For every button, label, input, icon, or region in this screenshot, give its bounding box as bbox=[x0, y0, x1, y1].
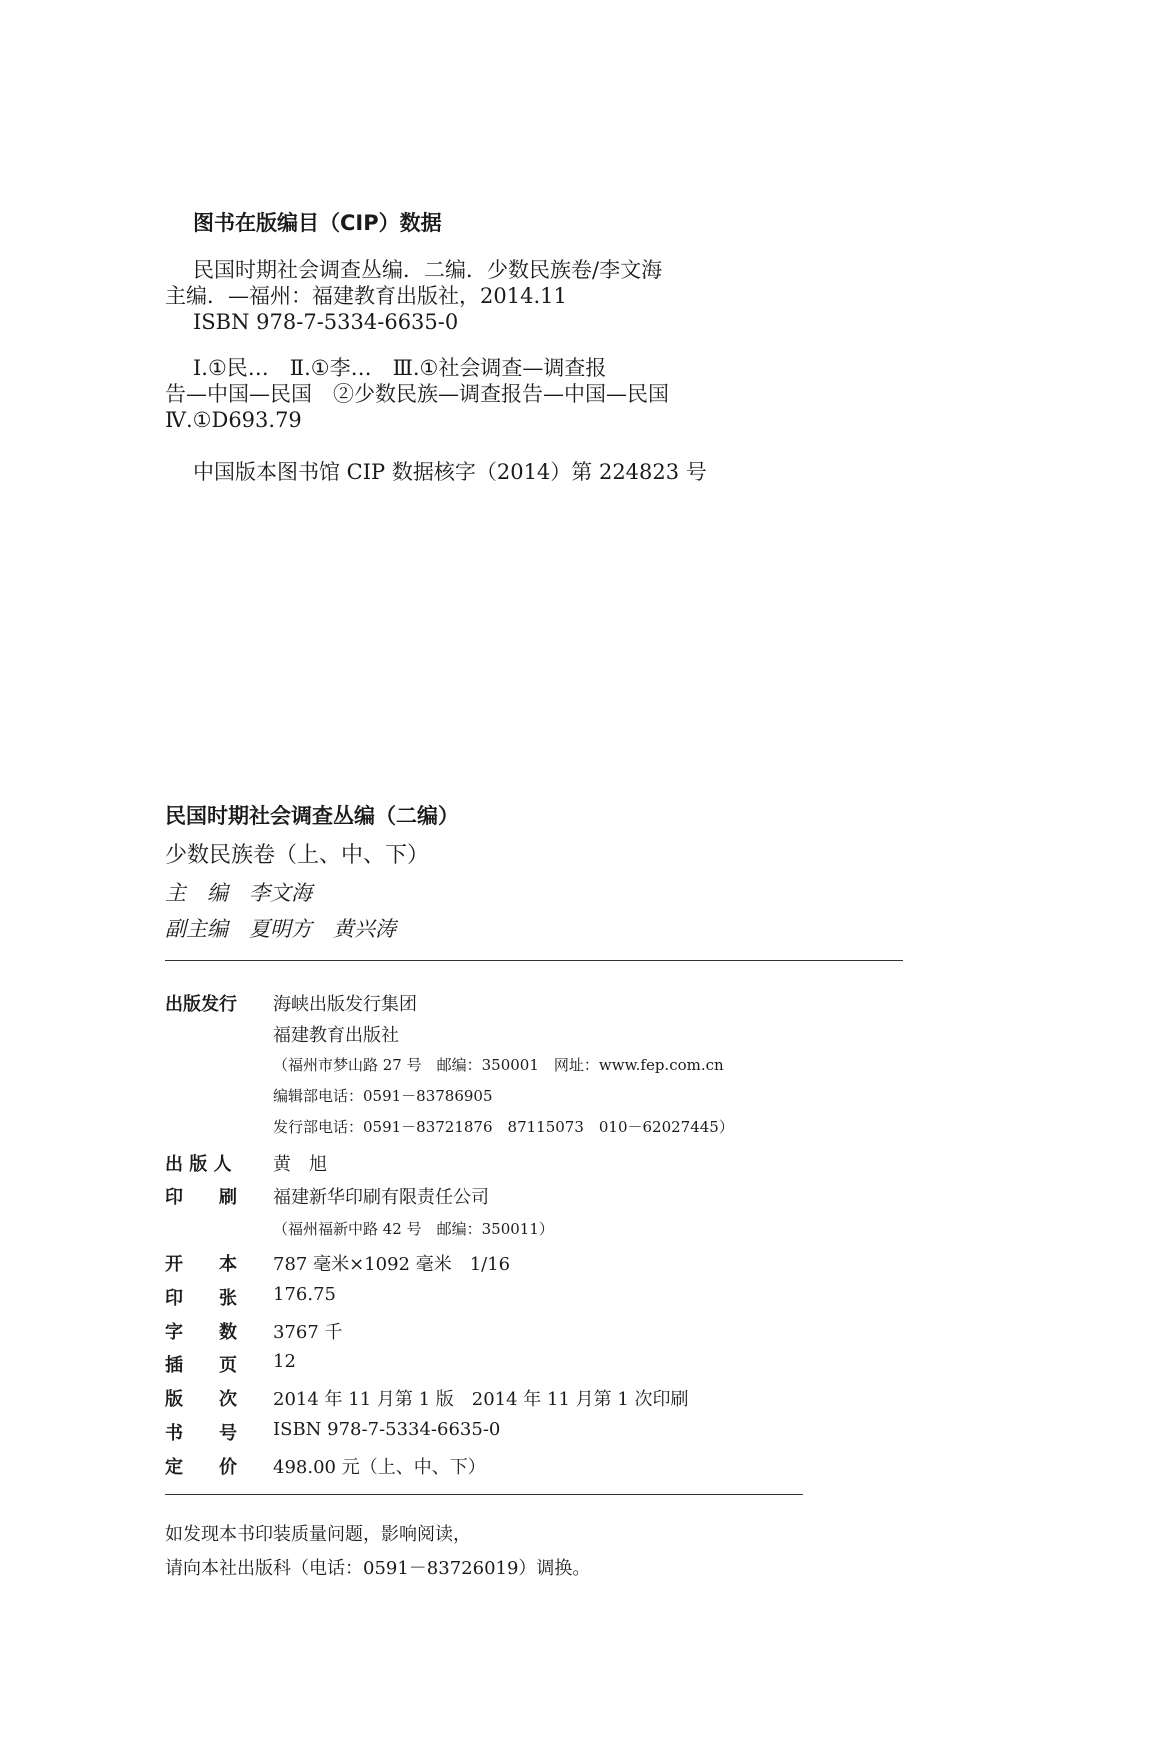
format-label: 开 本 bbox=[165, 1254, 237, 1275]
distribution-phone: 发行部电话：0591－83721876 87115073 010－62027445） bbox=[273, 1118, 734, 1136]
divider-top bbox=[165, 960, 903, 961]
words: 3767 千 bbox=[273, 1322, 343, 1343]
editor-line: 主 编 李文海 bbox=[165, 881, 312, 905]
words-label: 字 数 bbox=[165, 1322, 237, 1343]
edition: 2014 年 11 月第 1 版 2014 年 11 月第 1 次印刷 bbox=[273, 1389, 689, 1410]
divider-bottom bbox=[165, 1494, 803, 1495]
price-label: 定 价 bbox=[165, 1457, 237, 1478]
publisher-person-label: 出 版 人 bbox=[165, 1154, 232, 1175]
format: 787 毫米×1092 毫米 1/16 bbox=[273, 1254, 511, 1275]
book-title: 民国时期社会调查丛编（二编） bbox=[165, 804, 459, 828]
cip-class-2: 告—中国—民国 ②少数民族—调查报告—中国—民国 bbox=[165, 382, 669, 406]
printer-label: 印 刷 bbox=[165, 1187, 237, 1208]
cip-class-3: Ⅳ.①D693.79 bbox=[165, 408, 302, 432]
book-volume: 少数民族卷（上、中、下） bbox=[165, 843, 430, 868]
deputy-editor-line: 副主编 夏明方 黄兴涛 bbox=[165, 917, 396, 941]
plates: 12 bbox=[273, 1351, 296, 1372]
cip-isbn: ISBN 978-7-5334-6635-0 bbox=[193, 310, 459, 334]
isbn-label: 书 号 bbox=[165, 1423, 237, 1444]
sheets-label: 印 张 bbox=[165, 1288, 237, 1309]
isbn: ISBN 978-7-5334-6635-0 bbox=[273, 1419, 501, 1440]
sheets: 176.75 bbox=[273, 1284, 336, 1305]
price: 498.00 元（上、中、下） bbox=[273, 1457, 486, 1478]
cip-line-2: 主编．—福州：福建教育出版社，2014.11 bbox=[165, 284, 567, 308]
publisher-address: （福州市梦山路 27 号 邮编：350001 网址：www.fep.com.cn bbox=[273, 1056, 724, 1074]
publisher-label: 出版发行 bbox=[165, 994, 237, 1015]
publisher-person: 黄 旭 bbox=[273, 1154, 327, 1175]
cip-number: 中国版本图书馆 CIP 数据核字（2014）第 224823 号 bbox=[193, 460, 707, 484]
plates-label: 插 页 bbox=[165, 1355, 237, 1376]
footer-line-2: 请向本社出版科（电话：0591－83726019）调换。 bbox=[165, 1558, 591, 1579]
printer-address: （福州福新中路 42 号 邮编：350011） bbox=[273, 1220, 554, 1238]
cip-class-1: Ⅰ.①民… Ⅱ.①李… Ⅲ.①社会调查—调查报 bbox=[193, 356, 607, 380]
printer: 福建新华印刷有限责任公司 bbox=[273, 1187, 489, 1208]
cip-title: 图书在版编目（CIP）数据 bbox=[193, 211, 442, 235]
cip-line-1: 民国时期社会调查丛编．二编．少数民族卷/李文海 bbox=[193, 258, 663, 282]
publisher-name: 福建教育出版社 bbox=[273, 1025, 399, 1046]
editorial-phone: 编辑部电话：0591－83786905 bbox=[273, 1087, 493, 1105]
publisher-group: 海峡出版发行集团 bbox=[273, 994, 417, 1015]
footer-line-1: 如发现本书印装质量问题，影响阅读， bbox=[165, 1524, 471, 1545]
edition-label: 版 次 bbox=[165, 1389, 237, 1410]
